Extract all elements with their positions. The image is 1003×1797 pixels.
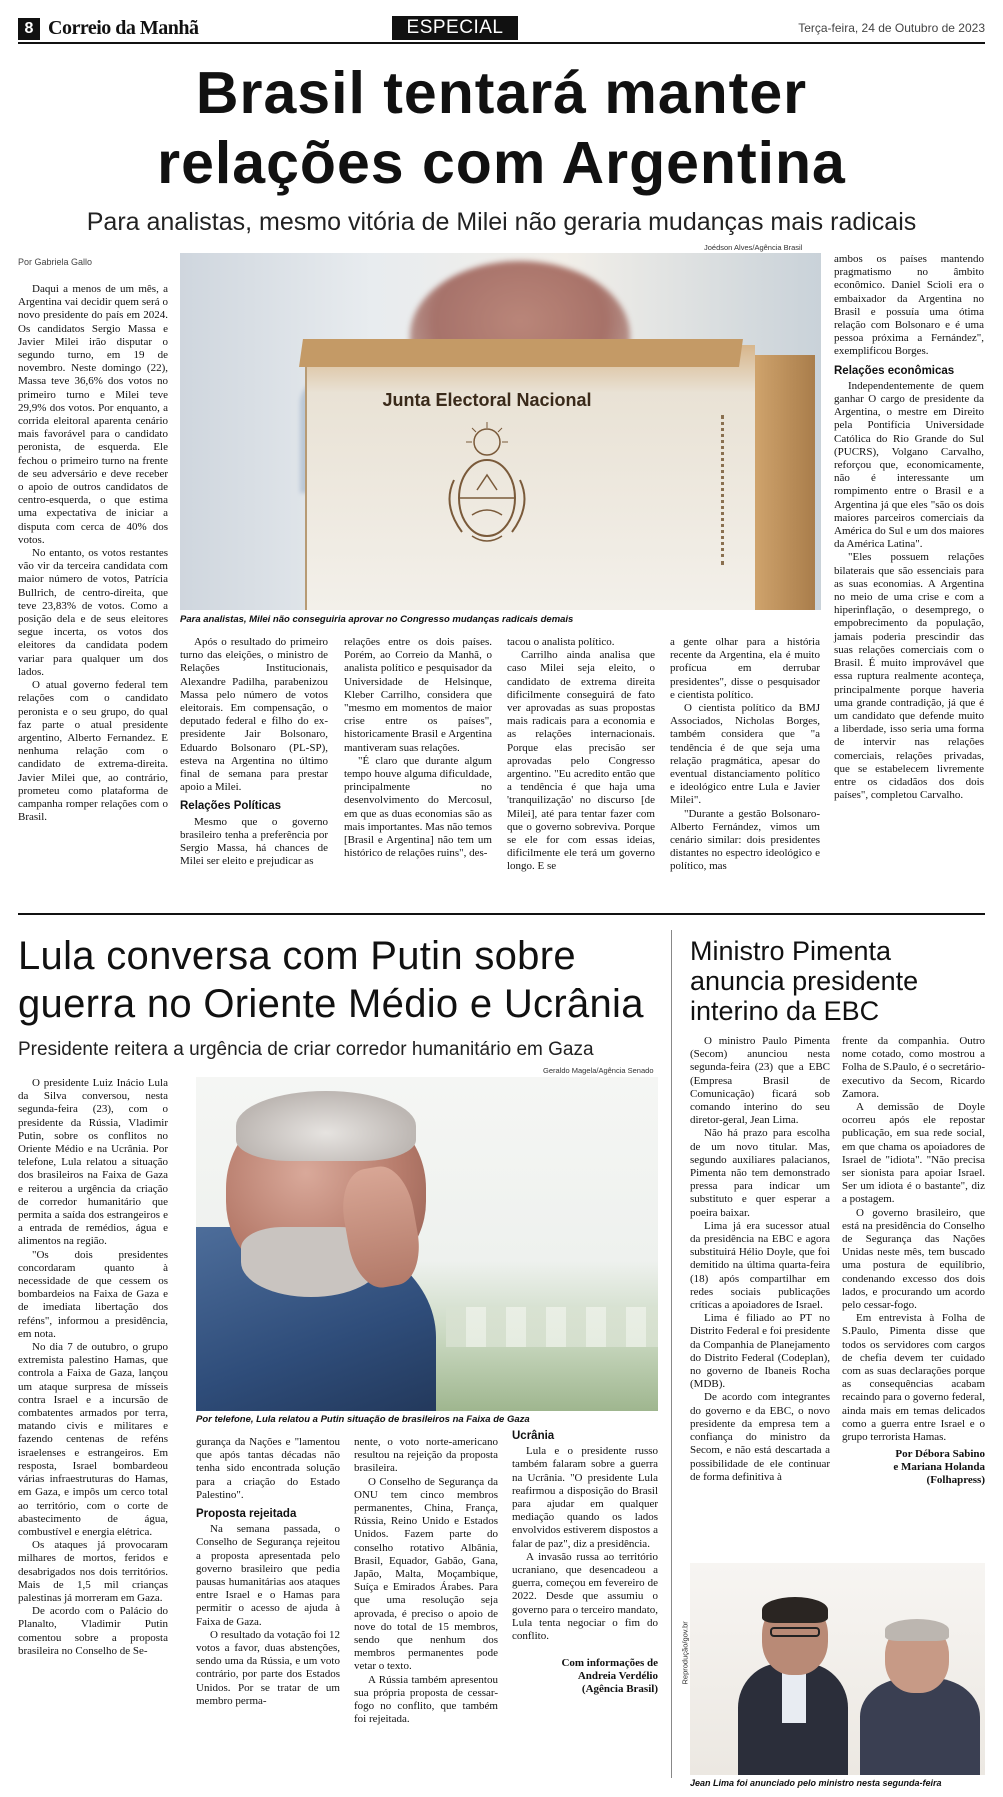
story1-col1-para2: No entanto, os votos restantes vão vir da terceira candidata com maior número de votos, Patrícia Bullrich, de centro-direita, que teve 23,83% de votos. Como a posição dela e de seus eleitores segue incerta, os votos dos eleitores da candidata podem variar para qualquer um dos lados. bbox=[18, 547, 168, 678]
story1-col6-para3: "Eles possuem relações bilaterais que são essenciais para as suas economias. A Argentina no meio de uma crise e com a hiperinflação, o desemprego, o empobrecimento da população, jamais poderia prescindir das suas relações comerciais com o Brasil. É muito improvável que essa ruptura realmente aconteça, principalmente porque haveria uma grande contradição, já que é um candidato que defende muito a liberdade, isso seria uma forma de intervir nas relações comerciais, relações privadas, que se estabelecem livremente entre os cidadãos dos dois países", completou Carvalho. bbox=[834, 551, 984, 802]
story1-column-5 bbox=[670, 636, 820, 874]
story2-column-4 bbox=[512, 1430, 658, 1696]
story3-col1-para1: O ministro Paulo Pimenta (Secom) anunciou nesta segunda-feira (23) que a EBC (Empresa Brasil de Comunicação) ficará sob comando interino do seu diretor-geral, Jean Lima. bbox=[690, 1035, 830, 1127]
story2-col1-para3: No dia 7 de outubro, o grupo extremista palestino Hamas, que controla a Faixa de Gaza, lançou um ataque surpresa de mísseis contra Israel e a incursão de combatentes armados por terra, matando civis e militares e fazendo centenas de reféns israelenses e estrangeiros. Em resposta, Israel bombardeou várias infraestruturas do Hamas, em Gaza, e impôs um cerco total ao território, com o corte de abastecimento de água, combustível e energia elétrica. bbox=[18, 1341, 168, 1538]
story2-photo-credit: Geraldo Magela/Agência Senado bbox=[543, 1066, 654, 1075]
story2-col2-heading: Proposta rejeitada bbox=[196, 1508, 297, 1521]
story3-signature bbox=[842, 1448, 985, 1487]
masthead-rule bbox=[18, 42, 985, 44]
section-label bbox=[392, 16, 518, 40]
story1-headline-line2: relações com Argentina bbox=[157, 130, 846, 196]
person-left-glasses bbox=[770, 1627, 820, 1637]
story1-column-2 bbox=[180, 636, 328, 868]
page-number-box bbox=[18, 18, 40, 40]
story3-photo bbox=[690, 1563, 985, 1775]
background-stripes bbox=[446, 1307, 658, 1347]
story3-column-1 bbox=[690, 1035, 830, 1484]
story3-photo-caption: Jean Lima foi anunciado pelo ministro nesta segunda-feira bbox=[690, 1778, 942, 1788]
story1-column-6 bbox=[834, 253, 984, 802]
ballot-box bbox=[305, 345, 755, 610]
page-number: 8 bbox=[24, 20, 34, 37]
story1-photo-credit: Joédson Alves/Agência Brasil bbox=[704, 243, 803, 252]
story2-photo bbox=[196, 1077, 658, 1411]
story1-col6-para1: ambos os países mantendo pragmatismo no âmbito econômico. Daniel Scioli era o embaixador da Argentina no Brasil e possuía uma ótima relação com Bolsonaro e é uma pessoa próxima a Fernández", exemplificou Borges. bbox=[834, 253, 984, 358]
story2-col1-para5: De acordo com o Palácio do Planalto, Vladimir Putin comentou sobre a proposta brasileira no Conselho de Se- bbox=[18, 1605, 168, 1657]
ballot-box-side bbox=[755, 355, 815, 610]
story1-col2-para2: Mesmo que o governo brasileiro tenha a preferência por Sergio Massa, há chances de Milei ser eleito e prejudicar as bbox=[180, 815, 328, 868]
story2-col3-para2: O Conselho de Segurança da ONU tem cinco membros permanentes, China, França, Rússia, Reino Unido e Estados Unidos. Fazem parte do conselho rotativo Albânia, Brasil, Equador, Gabão, Gana, Japão, Malta, Moçambique, Suíça e Emirados Árabes. Para que uma resolução seja aprovada, é preciso o apoio de nove do total de 15 membros, sendo que nenhum dos membros permanentes pode vetar o texto. bbox=[354, 1475, 498, 1673]
story3-col1-para3: Lima já era sucessor atual da presidência na EBC e agora substituirá Hélio Doyle, que foi demitido na última quarta-feira (18) após compartilhar em redes sociais publicações críticas a apoiadores de Israel. bbox=[690, 1219, 830, 1312]
section-label-text: ESPECIAL bbox=[406, 17, 504, 38]
story3-headline-line2: anuncia presidente bbox=[690, 966, 919, 996]
story1-headline-line1: Brasil tentará manter bbox=[195, 60, 808, 126]
person-right-hair bbox=[885, 1619, 949, 1641]
story2-col2-para2: Na semana passada, o Conselho de Segurança rejeitou a proposta apresentada pelo governo brasileiro que pedia pausas humanitárias aos ataques entre Israel e o Hamas para permitir o acesso de ajuda à Faixa de Gaza. bbox=[196, 1523, 340, 1628]
story2-col1-para2: "Os dois presidentes concordaram quanto à necessidade de que cessem os bombardeios na Faixa de Gaza e de imediata libertação dos reféns", informou a presidência, em nota. bbox=[18, 1248, 168, 1340]
story2-subheadline: Presidente reitera a urgência de criar corredor humanitário em Gaza bbox=[18, 1039, 594, 1060]
story3-headline bbox=[690, 936, 990, 1026]
story1-col2-para1: Após o resultado do primeiro turno das eleições, o ministro de Relações Institucionais, Alexandre Padilha, parabenizou Massa pelo número de votos eleitorais. Em compensação, o deputado federal e filho do ex-presidente Jair Bolsonaro, Eduardo Bolsonaro (PL-SP), esteva na Argentina no último final de semana para prestar apoio a Milei. bbox=[180, 636, 328, 794]
paper-name: Correio da Manhã bbox=[48, 17, 199, 39]
story2-headline-line2: guerra no Oriente Médio e Ucrânia bbox=[18, 982, 644, 1026]
story1-col1-para3: O atual governo federal tem relações com o candidato peronista e o seu grupo, do qual faz parte o atual presidente argentino, Alberto Fernandez. E nenhuma relação com o candidato de extrema-direita. Javier Milei que, ao contrário, prometeu como plataforma de campanha romper relações com o Brasil. bbox=[18, 679, 168, 824]
story3-col2-para2: A demissão de Doyle ocorreu após ele repostar publicação, em sua rede social, em que chama os apoiadores de Israel de "idiota". "Não precisa ser sionista para apoiar Israel. Ser um idiota é o bastante", diz a postagem. bbox=[842, 1101, 985, 1206]
story2-col4-heading: Ucrânia bbox=[512, 1430, 555, 1442]
story1-photo-caption: Para analistas, Milei não conseguiria aprovar no Congresso mudanças radicais demais bbox=[180, 614, 574, 625]
lula-hair bbox=[236, 1091, 416, 1161]
story3-sign-line2: e Mariana Holanda bbox=[893, 1461, 985, 1474]
story2-col1-para4: Os ataques já provocaram milhares de mortos, feridos e desabrigados nos dois territórios. Mais de 1,5 mil crianças palestinas já morreram em Gaza. bbox=[18, 1539, 168, 1604]
story2-col4-para2: A invasão russa ao território ucraniano, que desencadeou a guerra, começou em fevereiro de 2022. Desde que assumiu o governo para o terceiro mandato, Lula tenta negociar o fim do conflito. bbox=[512, 1550, 658, 1643]
issue-date: Terça-feira, 24 de Outubro de 2023 bbox=[798, 21, 985, 35]
person-left-hair bbox=[762, 1597, 828, 1623]
story3-sign-line3: (Folhapress) bbox=[926, 1474, 985, 1487]
story1-col6-para2: Independentemente de quem ganhar O cargo de presidente da Argentina, o mestre em Direito pela Pontifícia Universidade Católica do Rio Grande do Sul (PUCRS), Volgano Carvalho, reforçou que, economicamente, não é interessante um rompimento entre o Brasil e a Argentina já que eles "são os dois maiores parceiros comerciais da América do Sul e um dos maiores da América Latina". bbox=[834, 379, 984, 551]
story1-col3-para1: relações entre os dois países. Porém, ao Correio da Manhã, o analista político e pesquisador da Universidade de Helsinque, Kleber Carrilho, considera que "mesmo em momentos de maior crise entre os países", historicamente Brasil e Argentina mantiveram suas relações. bbox=[344, 636, 492, 754]
story2-sign-line2: Andreia Verdélio bbox=[577, 1670, 658, 1683]
story1-col6-heading: Relações econômicas bbox=[834, 364, 955, 377]
story1-subheadline: Para analistas, mesmo vitória de Milei não geraria mudanças mais radicais bbox=[86, 208, 917, 236]
story1-col5-para3: "Durante a gestão Bolsonaro-Alberto Fernández, vimos um cenário similar: dois presidentes distantes no espectro ideológico e político, mas bbox=[670, 807, 820, 873]
section-divider bbox=[18, 913, 985, 915]
ballot-box-label: Junta Electoral Nacional bbox=[382, 390, 592, 410]
story1-photo bbox=[180, 253, 821, 610]
story2-sign-line1: Com informações de bbox=[561, 1657, 658, 1670]
ballot-box-flap bbox=[299, 339, 743, 367]
story2-column-2 bbox=[196, 1436, 340, 1708]
story2-column-3 bbox=[354, 1436, 498, 1726]
story3-column-2 bbox=[842, 1035, 985, 1487]
story3-sign-line1: Por Débora Sabino bbox=[895, 1448, 985, 1461]
story2-signature bbox=[512, 1657, 658, 1696]
story3-photo-credit: Reprodução/gov.br bbox=[680, 1621, 690, 1685]
story1-headline bbox=[20, 58, 983, 198]
story2-col3-para3: A Rússia também apresentou sua própria proposta de cessar-fogo no conflito, que também foi rejeitada. bbox=[354, 1673, 498, 1726]
story1-col4-para2: Carrilho ainda analisa que caso Milei seja eleito, o candidato de extrema direita dificilmente conseguirá de fato ver aprovadas as suas propostas mais radicais para a economia e as relações internacionais. Porque elas precisão ser aprovadas pelo Congresso argentino. "Eu acredito então que a tendência é que haja uma 'tranquilização' no discurso [de Milei], até para tentar fazer com que o governo sobreviva. Porque se ele for com essas ideias, dificilmente ele terá um governo longo. E se bbox=[507, 649, 655, 873]
story1-col5-para2: O cientista político da BMJ Associados, Nicholas Borges, também considera que "a tendência é de que seja uma relação pragmática, apesar do eventual distanciamento político e ideológico entre Lula e Javier Milei". bbox=[670, 702, 820, 807]
story2-headline bbox=[18, 932, 668, 1028]
story2-column-1 bbox=[18, 1077, 168, 1658]
story1-col3-para2: "É claro que durante algum tempo houve alguma dificuldade, principalmente no desenvolvimento do Mercosul, em que as duas economias são as mais importantes. Mas não temos [Brasil e Argentina] não tem um histórico de relações ruins", des- bbox=[344, 754, 492, 860]
story3-col1-para4: Lima é filiado ao PT no Distrito Federal e foi presidente da Companhia de Planejamento do Distrito Federal (Codeplan), no governo de Ibaneis Rocha (MDB). bbox=[690, 1312, 830, 1391]
story3-col2-para1: frente da companhia. Outro nome cotado, como mostrou a Folha de S.Paulo, é o secretário-executivo da Secom, Ricardo Zamora. bbox=[842, 1035, 985, 1100]
story1-column-1 bbox=[18, 283, 168, 824]
story2-photo-caption: Por telefone, Lula relatou a Putin situação de brasileiros na Faixa de Gaza bbox=[196, 1414, 530, 1425]
story1-col1-para1: Daqui a menos de um mês, a Argentina vai decidir quem será o novo presidente do país em 2024. Os candidatos Sergio Massa e Javier Milei irão disputar o segundo turno, em 19 de novembro. Neste domingo (22), Massa teve 36,6% dos votos no primeiro turno e Milei teve 29,9% dos votos. Por enquanto, a corrida eleitoral aparenta cenário mais favorável para o candidato peronista, de esquerda. Ele fechou o primeiro turno na frente de seu adversário e deve receber o apoio de outros candidatos de centro-esquerda, o que estima uma expectativa de iniciar a disputa com cerca de 40% dos votos. bbox=[18, 283, 168, 546]
story3-col2-para3: O governo brasileiro, que está na presidência do Conselho de Segurança das Nações Unidas neste mês, tem buscado uma postura de equilíbrio, condenando excesso dos dois lados, e procurando um acordo pelo cessar-fogo. bbox=[842, 1206, 985, 1312]
story3-col1-para5: De acordo com integrantes do governo e da EBC, o novo presidente da empresa tem a confiança do ministro da Secom, e não está descartada a possibilidade de ele continuar de forma definitiva à bbox=[690, 1391, 830, 1483]
story2-col2-para3: O resultado da votação foi 12 votos a favor, duas abstenções, sendo uma da Rússia, e um voto contrário, por parte dos Estados Unidos. Por se tratar de um membro perma- bbox=[196, 1628, 340, 1707]
story3-col1-para2: Não há prazo para escolha de um novo titular. Mas, segundo auxiliares palacianos, Pimenta não tem demonstrado pressa para indicar um substituto e quer esperar a poeira baixar. bbox=[690, 1127, 830, 1219]
story2-headline-line1: Lula conversa com Putin sobre bbox=[18, 934, 576, 978]
story1-col2-heading: Relações Políticas bbox=[180, 800, 281, 813]
story1-col5-para1: a gente olhar para a história recente da Argentina, ela é muito profícua em derrubar presidentes", disse o pesquisador e cientista político. bbox=[670, 636, 820, 701]
story2-col1-para1: O presidente Luiz Inácio Lula da Silva conversou, nesta segunda-feira (23), com o presidente da Rússia, Vladimir Putin, sobre os conflitos no Oriente Médio e na Ucrânia. Por telefone, Lula relatou a situação dos brasileiros na Faixa de Gaza e reiterou a urgência da criação de corredor humanitário que permita a saída dos estrangeiros e a entrada de remédios, água e alimentos na região. bbox=[18, 1077, 168, 1248]
story1-column-3 bbox=[344, 636, 492, 860]
story1-column-4 bbox=[507, 636, 655, 874]
story2-col3-para1: nente, o voto norte-americano resultou na rejeição da proposta brasileira. bbox=[354, 1436, 498, 1475]
ballot-box-rings bbox=[721, 415, 735, 565]
story2-sign-line3: (Agência Brasil) bbox=[581, 1683, 658, 1696]
story3-headline-line1: Ministro Pimenta bbox=[690, 936, 892, 966]
story2-col4-para1: Lula e o presidente russo também falaram sobre a guerra na Ucrânia. "O presidente Lula reafirmou a disposição do Brasil para ajudar em qualquer mediação quando os lados envolvidos estiverem dispostos a falar de paz", diz a presidência. bbox=[512, 1445, 658, 1550]
story3-headline-line3: interino da EBC bbox=[690, 996, 880, 1026]
story1-byline: Por Gabriela Gallo bbox=[18, 257, 93, 267]
story-divider-vertical bbox=[671, 930, 672, 1778]
story3-col2-para4: Em entrevista à Folha de S.Paulo, Pimenta disse que todos os servidores com cargos de chefia devem ter cuidado com as suas declarações porque as consequências acabam recaindo para o governo federal, ainda mais em temas delicados como a guerra entre Israel e o grupo terrorista Hamas. bbox=[842, 1312, 985, 1444]
story1-col4-para1: tacou o analista político. bbox=[507, 636, 615, 648]
story2-col2-para1: gurança da Nações e "lamentou que após tantas décadas não tenha sido encontrada solução para a criação do Estado Palestino". bbox=[196, 1436, 340, 1501]
coat-of-arms-icon bbox=[432, 420, 542, 550]
